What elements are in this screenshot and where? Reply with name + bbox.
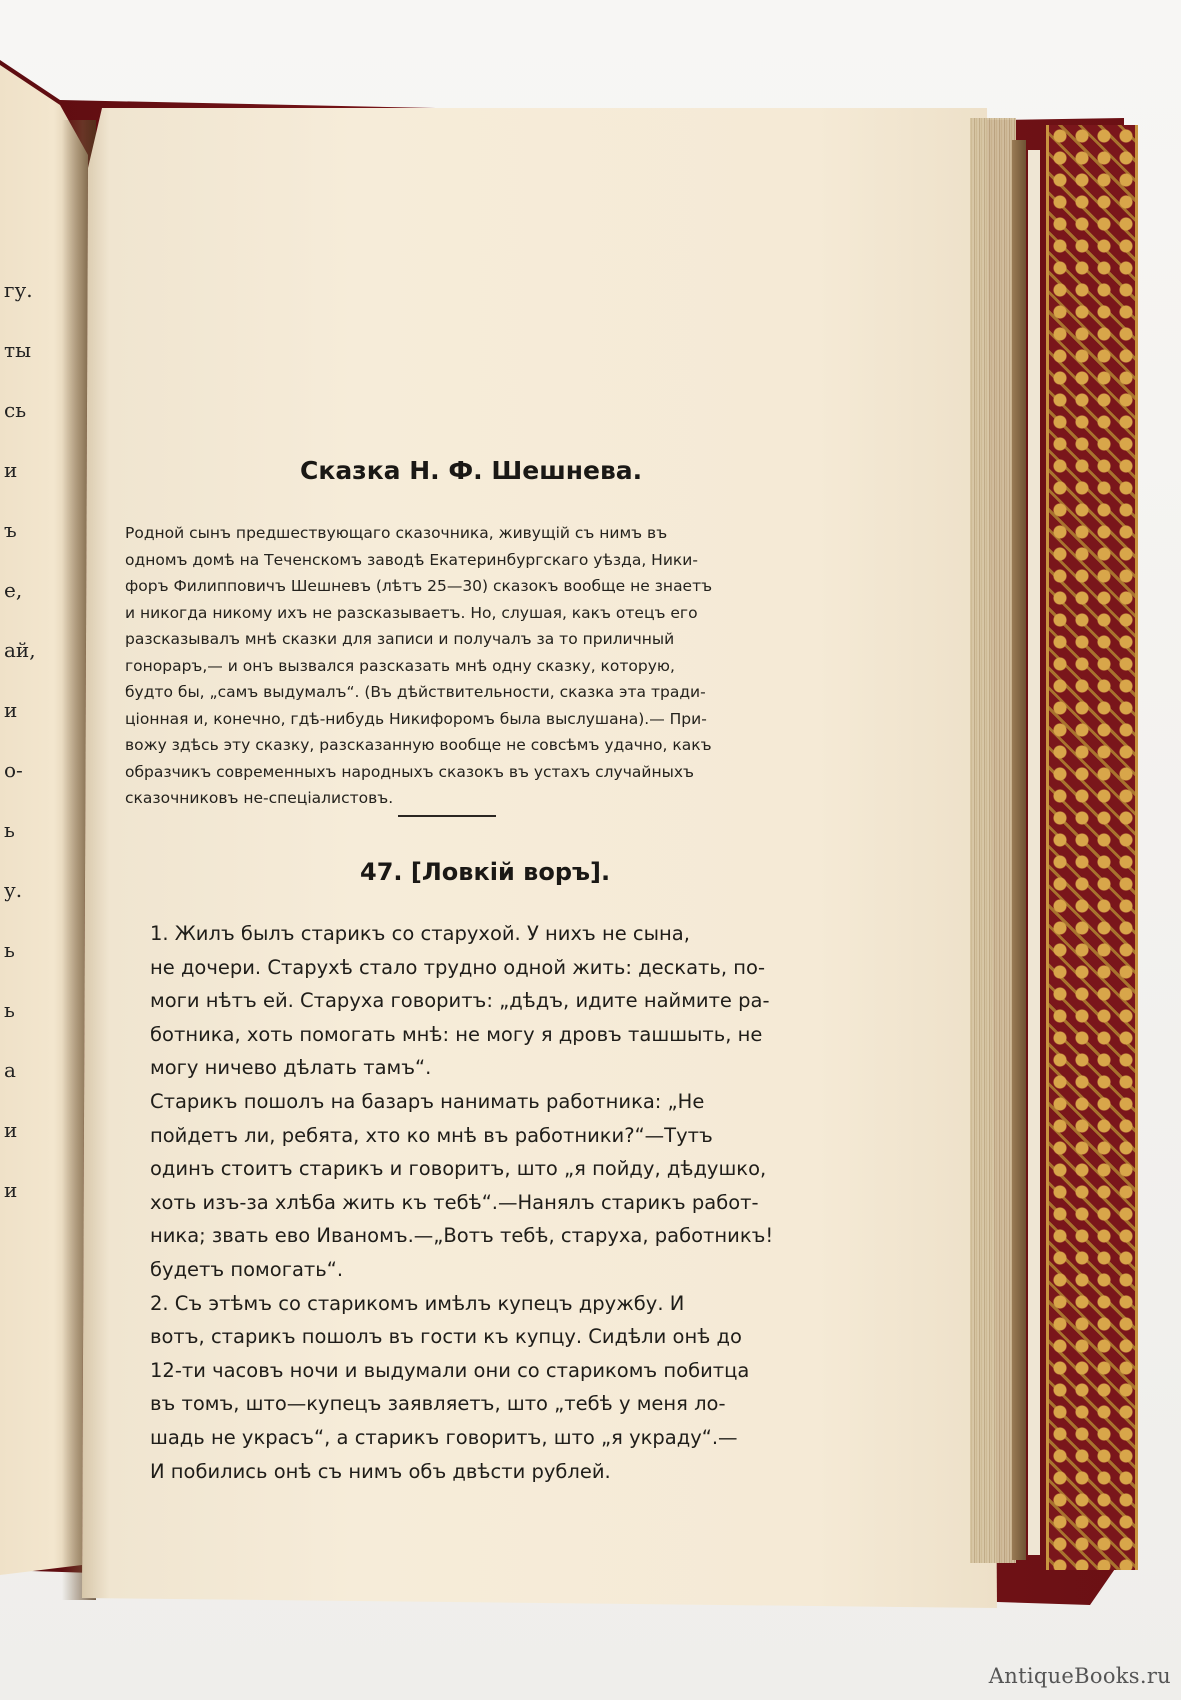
left-page-fragment: гу. [4, 278, 33, 302]
intro-line: будто бы, „самъ выдумалъ“. (Въ дѣйствительности, сказка эта тради- [125, 683, 706, 701]
story-line: въ томъ, што—купецъ заявляетъ, што „тебѣ у меня ло- [150, 1392, 726, 1416]
left-page-fragment: ь [4, 818, 15, 842]
story-text [150, 917, 780, 1488]
story-line: пойдетъ ли, ребята, хто ко мнѣ въ работники?“—Тутъ [150, 1123, 713, 1147]
left-page-fragment: и [4, 698, 18, 722]
story-line: одинъ стоитъ старикъ и говоритъ, што „я пойду, дѣдушко, [150, 1157, 767, 1181]
story-line: будетъ помогать“. [150, 1257, 344, 1281]
left-page-fragment: сь [4, 398, 27, 422]
left-page-fragment: ь [4, 998, 15, 1022]
story-line: моги нѣтъ ей. Старуха говоритъ: „дѣдъ, идите наймите ра- [150, 989, 770, 1013]
page-edge-shadow [1012, 140, 1026, 1560]
story-line: Старикъ пошолъ на базаръ нанимать работника: „Не [150, 1089, 705, 1113]
divider-rule [398, 815, 496, 817]
intro-line: сказочниковъ не-спеціалистовъ. [125, 789, 394, 807]
left-page-fragment: ь [4, 938, 15, 962]
page-edges [970, 118, 1016, 1563]
story-line: 12-ти часовъ ночи и выдумали они со старикомъ побитца [150, 1358, 750, 1382]
story-line: хоть изъ-за хлѣба жить къ тебѣ“.—Нанялъ старикъ работ- [150, 1190, 759, 1214]
story-line: шадь не украсъ“, а старикъ говоритъ, што „я украду“.— [150, 1425, 738, 1449]
intro-line: образчикъ современныхъ народныхъ сказокъ въ устахъ случайныхъ [125, 762, 694, 781]
intro-line: Родной сынъ предшествующаго сказочника, живущій съ нимъ въ [125, 524, 668, 542]
intro-line: гонораръ,— и онъ вызвался разсказать мнѣ одну сказку, которую, [125, 656, 675, 675]
intro-line: одномъ домѣ на Теченскомъ заводѣ Екатеринбургскаго уѣзда, Ники- [125, 550, 698, 569]
left-page-fragment: о- [4, 758, 23, 782]
watermark: AntiqueBooks.ru [988, 1664, 1171, 1688]
intro-line: вожу здѣсь эту сказку, разсказанную вообще не совсѣмъ удачно, какъ [125, 736, 712, 754]
intro-line: разсказывалъ мнѣ сказки для записи и получалъ за то приличный [125, 630, 675, 648]
section-heading: Сказка Н. Ф. Шешнева. [300, 456, 643, 485]
story-line: 1. Жилъ былъ старикъ со старухой. У нихъ не сына, [150, 922, 690, 945]
intro-line: и никогда никому ихъ не разсказываетъ. Но, слушая, какъ отецъ его [125, 603, 698, 622]
left-page-text [4, 260, 44, 1220]
story-line: вотъ, старикъ пошолъ въ гости къ купцу. Сидѣли онѣ до [150, 1325, 742, 1349]
page-edge-highlight [1028, 150, 1040, 1555]
story-line: ботника, хоть помогать мнѣ: не могу я дровъ ташшыть, не [150, 1022, 763, 1046]
left-page-fragment: ай, [4, 638, 36, 662]
intro-line: ціонная и, конечно, гдѣ-нибудь Никифоромъ была выслушана).— При- [125, 709, 707, 728]
left-page-fragment: е, [4, 578, 23, 602]
intro-paragraph [125, 520, 765, 812]
left-page-fragment: ъ [4, 518, 17, 542]
intro-line: форъ Филипповичъ Шешневъ (лѣтъ 25—30) сказокъ вообще не знаетъ [125, 577, 713, 595]
left-page-fragment: и [4, 1178, 18, 1202]
story-line: ника; звать ево Иваномъ.—„Вотъ тебѣ, старуха, работникъ! [150, 1224, 774, 1248]
left-page-fragment: и [4, 458, 18, 482]
left-page-fragment: и [4, 1118, 18, 1142]
story-line: 2. Съ этѣмъ со старикомъ имѣлъ купецъ дружбу. И [150, 1291, 685, 1315]
left-page-fragment: ты [4, 338, 31, 362]
gilded-cover-border [1046, 125, 1138, 1570]
story-line: могу ничево дѣлать тамъ“. [150, 1056, 432, 1080]
left-page-fragment: у. [4, 878, 23, 902]
story-line: не дочери. Старухѣ стало трудно одной жить: дескать, по- [150, 955, 765, 979]
story-line: И побились онѣ съ нимъ объ двѣсти рублей. [150, 1459, 611, 1483]
left-page-fragment: а [4, 1058, 16, 1082]
story-title: 47. [Ловкій воръ]. [360, 858, 611, 886]
